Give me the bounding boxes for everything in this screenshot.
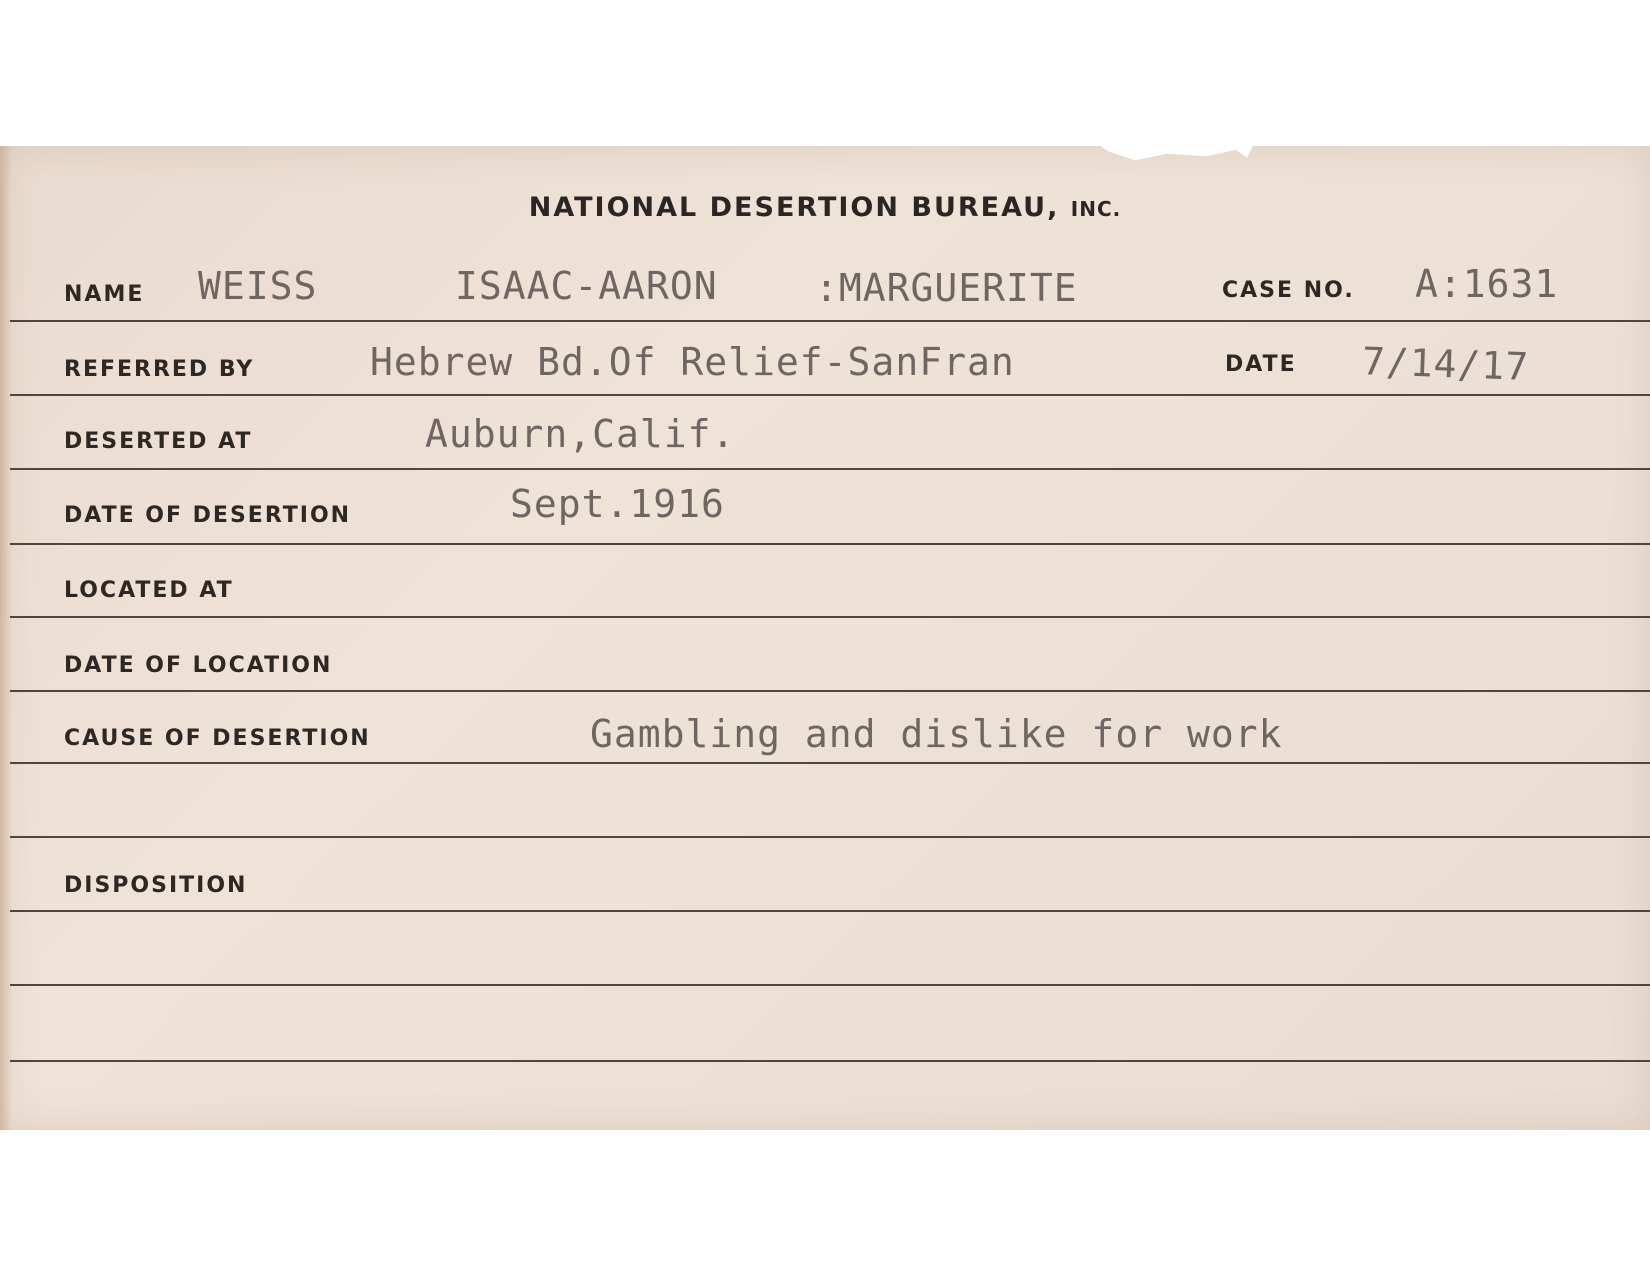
cause-of-desertion-label: CAUSE OF DESERTION [64, 726, 371, 751]
date-of-desertion-label: DATE OF DESERTION [64, 503, 352, 528]
cause-of-desertion-value: Gambling and dislike for work [590, 712, 1283, 756]
name-spouse-value: :MARGUERITE [815, 266, 1078, 310]
rule-7 [10, 762, 1650, 764]
case-no-value: A:1631 [1415, 262, 1559, 306]
rule-2 [10, 394, 1650, 396]
deserted-at-value: Auburn,Calif. [425, 412, 736, 456]
date-value: 7/14/17 [1361, 339, 1530, 389]
name-surname-value: WEISS [198, 264, 318, 308]
card-title-text: NATIONAL DESERTION BUREAU, [528, 192, 1060, 223]
date-of-location-label: DATE OF LOCATION [64, 653, 333, 678]
rule-11 [10, 1060, 1650, 1062]
deserted-at-label: DESERTED AT [64, 429, 253, 454]
case-no-label: CASE NO. [1222, 278, 1355, 303]
name-label: NAME [64, 282, 145, 307]
located-at-label: LOCATED AT [64, 578, 234, 603]
rule-4 [10, 543, 1650, 545]
rule-10 [10, 984, 1650, 986]
rule-6 [10, 690, 1650, 692]
rule-5 [10, 616, 1650, 618]
rule-8 [10, 836, 1650, 838]
disposition-label: DISPOSITION [64, 873, 248, 898]
rule-1 [10, 320, 1650, 322]
torn-notch [1095, 142, 1255, 168]
card-title [0, 192, 1650, 223]
card-edge-shading [0, 146, 12, 1130]
date-of-desertion-value: Sept.1916 [510, 482, 725, 526]
card-title-suffix: INC. [1070, 197, 1122, 221]
rule-3 [10, 468, 1650, 470]
name-given-value: ISAAC-AARON [455, 264, 718, 308]
rule-9 [10, 910, 1650, 912]
index-card [0, 146, 1650, 1130]
referred-by-label: REFERRED BY [64, 357, 255, 382]
referred-by-value: Hebrew Bd.Of Relief-SanFran [370, 340, 1015, 384]
date-label: DATE [1225, 352, 1297, 377]
